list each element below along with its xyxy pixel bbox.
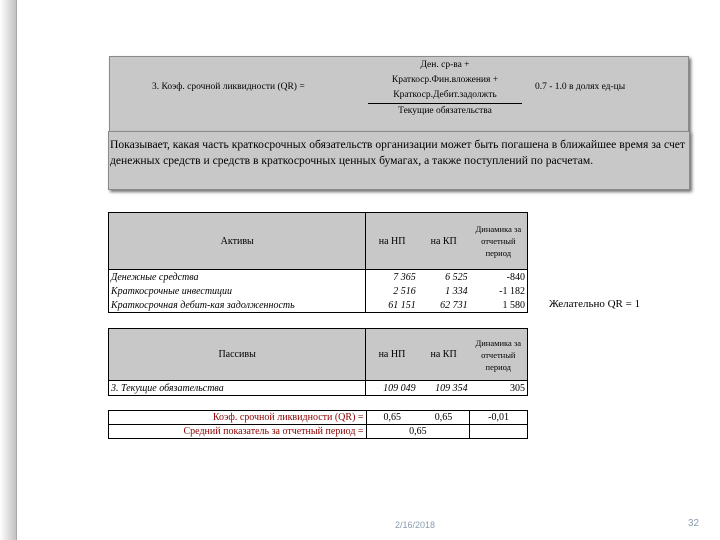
row-end: 1 334	[445, 285, 468, 297]
row-dynamics: -1 182	[499, 285, 525, 297]
ratio-table	[108, 410, 528, 439]
row-label: 3. Текущие обязательства	[109, 381, 366, 396]
header-dynamics: Динамика за отчетный период	[470, 213, 528, 270]
formula-fraction	[360, 57, 530, 118]
numerator-line: Краткоср.Фин.вложения +	[391, 75, 499, 85]
avg-value: 0,65	[366, 425, 470, 439]
row-start: 61 151	[366, 298, 418, 313]
header-start: на НП	[366, 329, 418, 381]
row-dynamics: 1 580	[502, 299, 525, 311]
qr-label: Коэф. срочной ликвидности (QR) =	[212, 412, 364, 423]
description-panel	[108, 131, 690, 190]
norm-range: 0.7 - 1.0 в долях ед-цы	[535, 82, 626, 92]
formula-panel	[109, 56, 689, 132]
table-row	[109, 425, 528, 439]
liabilities-table	[108, 328, 528, 396]
row-label: Денежные средства	[111, 271, 199, 283]
row-end: 62 731	[440, 299, 468, 311]
page-number: 32	[688, 518, 700, 529]
header-end: на КП	[418, 329, 470, 381]
header-dynamics: Динамика за отчетный период	[470, 329, 528, 381]
empty-cell	[470, 425, 528, 439]
table-row	[109, 298, 528, 313]
header-assets: Активы	[109, 213, 366, 270]
table-row	[109, 381, 528, 396]
description-text: Показывает, какая часть краткосрочных обязательств организации может быть погашена в ближайшее время за счет денежных средств и средств в краткосрочных ценных бумагах, а также поступлений по расчетам.	[110, 138, 685, 167]
row-start: 7 365	[366, 270, 418, 285]
qr-dynamics: -0,01	[470, 411, 528, 425]
table-row	[109, 284, 528, 298]
row-start: 2 516	[366, 284, 418, 298]
assets-table	[108, 212, 528, 313]
formula-numerator	[360, 57, 530, 102]
row-end: 6 525	[445, 271, 468, 283]
left-decorative-bar	[0, 0, 17, 540]
row-label: Краткосрочные инвестиции	[111, 285, 233, 297]
numerator-line: Ден. ср-ва +	[420, 60, 470, 70]
desired-qr-note: Желательно QR = 1	[549, 298, 641, 310]
formula-denominator: Текущие обязательства	[398, 106, 492, 116]
qr-end: 0,65	[434, 412, 453, 423]
table-header	[109, 329, 528, 381]
row-dynamics: -840	[506, 271, 525, 283]
row-start: 109 049	[366, 381, 418, 396]
footer-date: 2/16/2018	[395, 520, 436, 530]
qr-start: 0,65	[366, 411, 418, 425]
header-liabilities: Пассивы	[109, 329, 366, 381]
table-header	[109, 213, 528, 270]
formula-label: 3. Коэф. срочной ликвидности (QR) =	[152, 82, 305, 92]
table-row	[109, 411, 528, 425]
row-dynamics: 305	[470, 381, 528, 396]
row-end: 109 354	[418, 381, 470, 396]
header-end: на КП	[418, 213, 470, 270]
table-row	[109, 270, 528, 285]
avg-label: Средний показатель за отчетный период =	[109, 425, 367, 439]
numerator-line: Краткоср.Дебит.задолжть	[393, 90, 497, 100]
header-start: на НП	[366, 213, 418, 270]
row-label: Краткосрочная дебит-кая задолженность	[111, 299, 295, 311]
